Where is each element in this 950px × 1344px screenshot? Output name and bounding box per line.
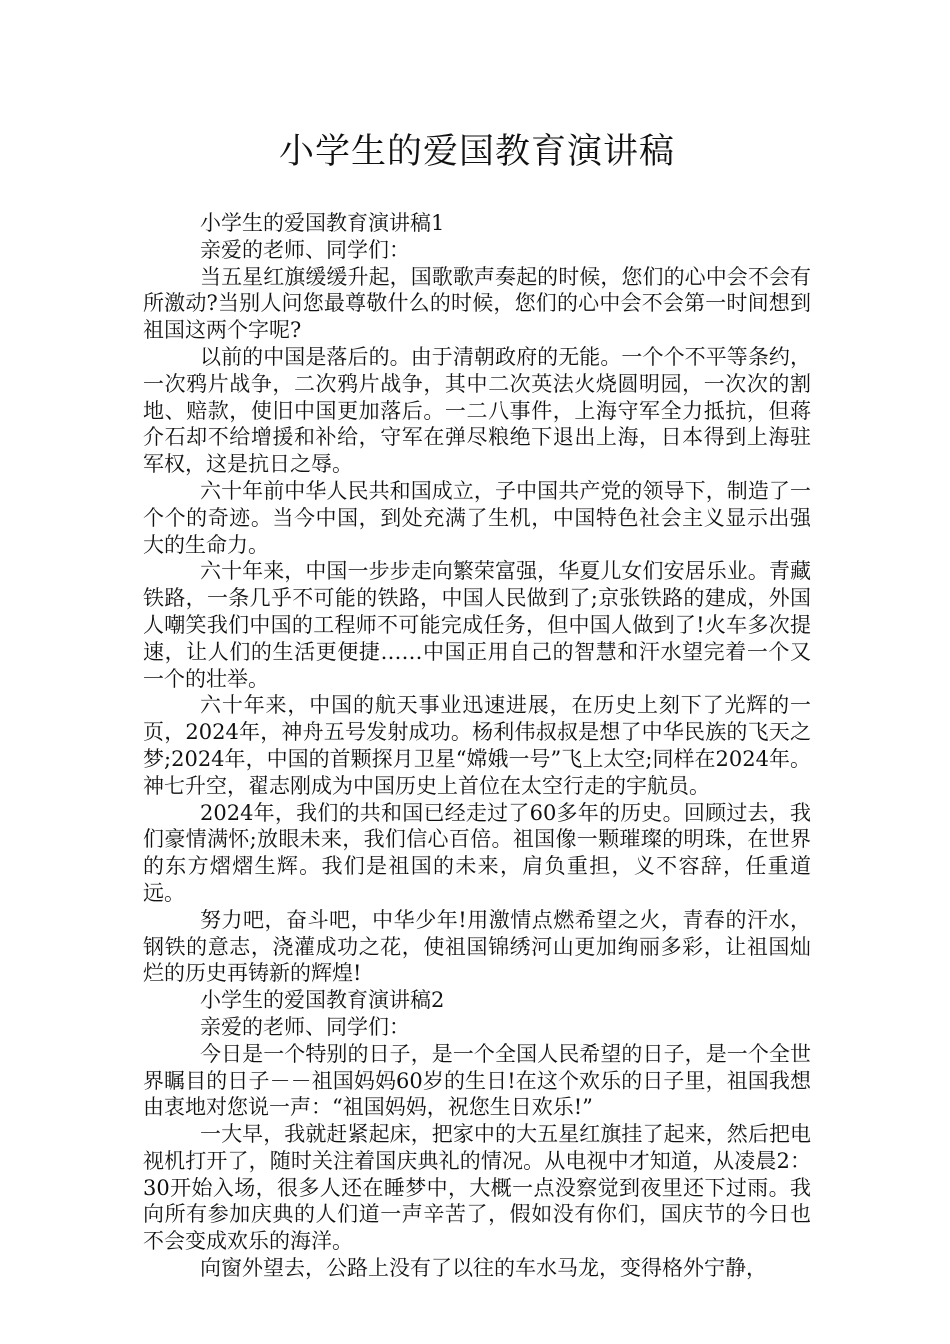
paragraph: 六十年来，中国的航天事业迅速进展，在历史上刻下了光辉的一页，2024年，神舟五号发射成功。杨利伟叔叔是想了中华民族的飞天之梦;2024年，中国的首颗探月卫星“嫦娥一号”飞上太空;同样在2024年。神七升空，翟志刚成为中国历史上首位在太空行走的宇航员。: [143, 693, 811, 798]
paragraph: 努力吧，奋斗吧，中华少年!用激情点燃希望之火，青春的汗水，钢铁的意志，浇灌成功之花，使祖国锦绣河山更加绚丽多彩，让祖国灿烂的历史再铸新的辉煌!: [143, 907, 811, 986]
paragraph: 2024年，我们的共和国已经走过了60多年的历史。回顾过去，我们豪情满怀;放眼未来，我们信心百倍。祖国像一颗璀璨的明珠，在世界的东方熠熠生辉。我们是祖国的未来，肩负重担，义不容辞，任重道远。: [143, 800, 811, 905]
paragraph: 六十年前中华人民共和国成立，子中国共产党的领导下，制造了一个个的奇迹。当今中国，到处充满了生机，中国特色社会主义显示出强大的生命力。: [143, 478, 811, 557]
document-title: 小学生的爱国教育演讲稿: [278, 132, 675, 172]
section-heading-1: 小学生的爱国教育演讲稿1: [200, 211, 445, 235]
paragraph: 向窗外望去，公路上没有了以往的车水马龙，变得格外宁静，: [200, 1256, 767, 1281]
paragraph: 六十年来，中国一步步走向繁荣富强，华夏儿女们安居乐业。青藏铁路，一条几乎不可能的铁路，中国人民做到了;京张铁路的建成，外国人嘲笑我们中国的工程师不可能完成任务，但中国人做到了!火车多次提速，让人们的生活更便捷……中国正用自己的智慧和汗水望完着一个又一个的壮举。: [143, 559, 811, 691]
salutation-1: 亲爱的老师、同学们：: [200, 237, 410, 262]
paragraph: 以前的中国是落后的。由于清朝政府的无能。一个个不平等条约，一次鸦片战争，二次鸦片战争，其中二次英法火烧圆明园，一次次的割地、赔款，使旧中国更加落后。一二八事件，上海守军全力抵抗，但蒋介石却不给增援和补给，守军在弹尽粮绝下退出上海，日本得到上海驻军权，这是抗日之辱。: [143, 344, 811, 477]
document-body: [143, 210, 811, 1282]
paragraph: 一大早，我就赶紧起床，把家中的大五星红旗挂了起来，然后把电视机打开了，随时关注着国庆典礼的情况。从电视中才知道，从凌晨2：30开始入场，很多人还在睡梦中，大概一点没察觉到夜里还下过雨。我向所有参加庆典的人们道一声辛苦了，假如没有你们，国庆节的今日也不会变成欢乐的海洋。: [143, 1122, 811, 1254]
paragraph: 今日是一个特别的日子，是一个全国人民希望的日子，是一个全世界瞩目的日子－－祖国妈妈60岁的生日!在这个欢乐的日子里，祖国我想由衷地对您说一声：“祖国妈妈，祝您生日欢乐!”: [143, 1041, 811, 1120]
salutation-2: 亲爱的老师、同学们：: [200, 1014, 410, 1039]
document-page: [143, 128, 811, 1282]
section-heading-2: 小学生的爱国教育演讲稿2: [200, 988, 445, 1013]
paragraph: 当五星红旗缓缓升起，国歌歌声奏起的时候，您们的心中会不会有所激动?当别人问您最尊敬什么的时候，您们的心中会不会第一时间想到祖国这两个字呢?: [143, 264, 811, 343]
